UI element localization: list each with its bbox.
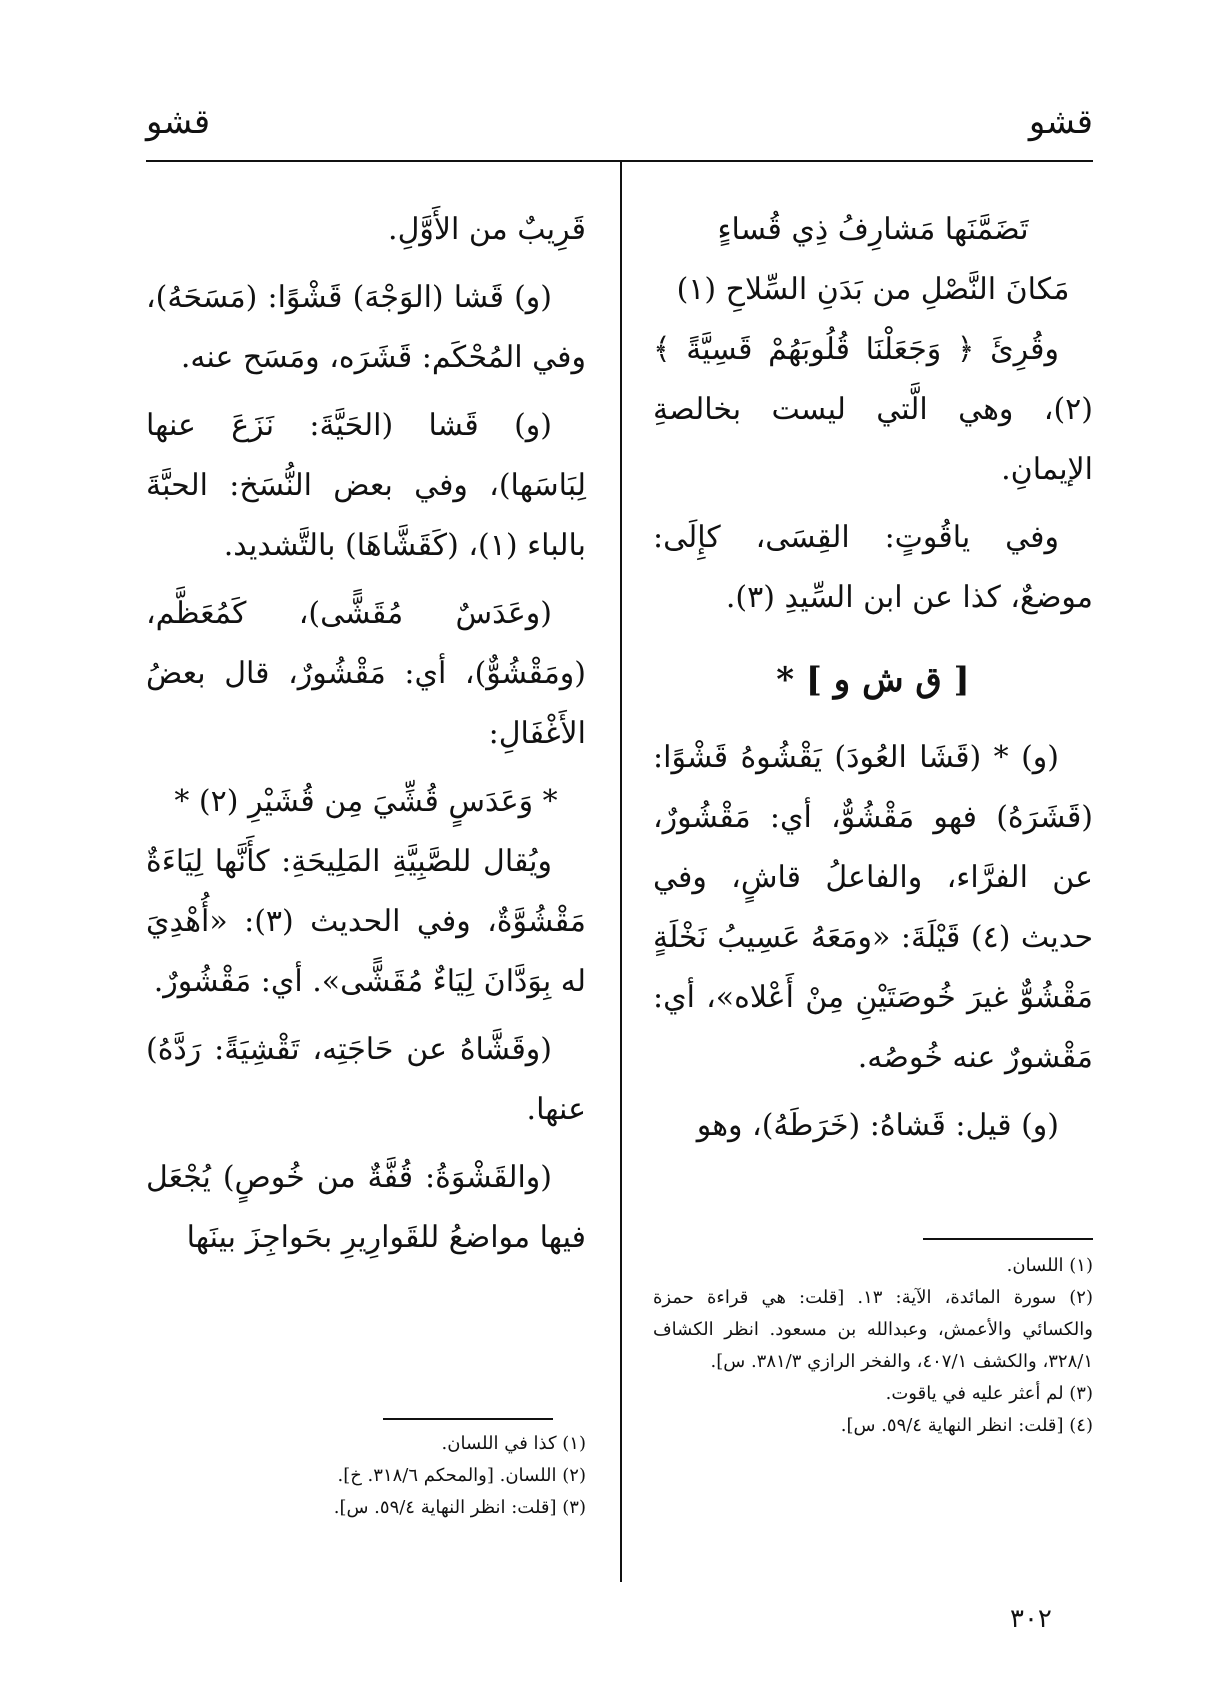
footnote: (٢) اللسان. [والمحكم ٣١٨/٦. خ].	[337, 1465, 586, 1486]
footnote-rule	[923, 1238, 1093, 1240]
paragraph: (و) قَشا (الحَيَّةَ: نَزَعَ عنها لِبَاسَها)، وفي بعض النُّسَخ: الحبَّةَ بالباء (١)، (كَقَشَّاهَا) بالتَّشديد.	[146, 408, 586, 563]
paragraph: (وعَدَسٌ مُقَشًّى)، كَمُعَظَّم، (ومَقْشُوٌّ)، أي: مَقْشُورٌ، قال بعضُ الأَغْفَالِ:	[146, 596, 586, 751]
paragraph: (و) * (قَشَا العُودَ) يَقْشُوهُ قَشْوًا: (قَشَرَهُ) فهو مَقْشُوٌّ، أي: مَقْشُورٌ، عن الفرَّاء، والفاعلُ قاشٍ، وفي حديث (٤) قَيْلَةَ: «ومَعَهُ عَسِيبُ نَخْلَةٍ مَقْشُوٌّ غيرَ خُوصَتَيْنِ مِنْ أَعْلاه»، أي: مَقْشورٌ عنه خُوصُه.	[653, 740, 1093, 1075]
left-footnotes	[146, 1428, 586, 1524]
footnote: (٣) لم أعثر عليه في ياقوت.	[885, 1383, 1093, 1404]
paragraph: وفي ياقُوتٍ: القِسَى، كإِلَى: موضعٌ، كذا عن ابن السِّيدِ (٣).	[653, 520, 1093, 615]
running-header-right: قشو	[1028, 102, 1093, 142]
paragraph: (والقَشْوَةُ: قُفَّةٌ من خُوصٍ) يُجْعَل فيها مواضعُ للقَوارِيرِ بحَواجِزَ بينَها	[146, 1160, 586, 1255]
right-column	[653, 200, 1093, 1164]
running-header-left: قشو	[146, 102, 211, 142]
footnote: (١) اللسان.	[1006, 1255, 1093, 1276]
column-divider	[620, 162, 622, 1582]
footnote: (٤) [قلت: انظر النهاية ٥٩/٤. س].	[840, 1415, 1093, 1436]
paragraph: قَرِيبٌ من الأَوَّلِ.	[388, 212, 586, 247]
left-column	[146, 200, 586, 1276]
verse-line: * وَعَدَسٍ قُشِّيَ مِن قُشَيْرِ (٢) *	[174, 784, 558, 819]
paragraph: (و) قيل: قَشاهُ: (خَرَطَهُ)، وهو	[696, 1108, 1059, 1143]
footnote: (٢) سورة المائدة، الآية: ١٣. [قلت: هي قراءة حمزة والكسائي والأعمش، وعبدالله بن مسعود. انظر الكشاف ٣٢٨/١، والكشف ٤٠٧/١، والفخر الرازي ٣٨١/٣. س].	[653, 1287, 1093, 1372]
paragraph: وقُرِئَ ﴿ وَجَعَلْنَا قُلُوبَهُمْ قَسِيَّةً ﴾ (٢)، وهي الَّتي ليست بخالصةِ الإيمانِ.	[653, 332, 1093, 487]
right-footnotes	[653, 1250, 1093, 1442]
footnote: (٣) [قلت: انظر النهاية ٥٩/٤. س].	[333, 1497, 586, 1518]
verse-line: تَضَمَّنَها مَشارِفُ ذِي قُساءٍ	[717, 212, 1029, 247]
footnote-rule	[383, 1418, 553, 1420]
paragraph: (و) قَشا (الوَجْهَ) قَشْوًا: (مَسَحَهُ)، وفي المُحْكَم: قَشَرَه، ومَسَح عنه.	[146, 280, 586, 375]
entry-heading: [ ق ش و ] *	[776, 660, 970, 700]
paragraph: (وقَشَّاهُ عن حَاجَتِه، تَقْشِيَةً: رَدَّهُ) عنها.	[146, 1032, 586, 1127]
verse-line: مَكانَ النَّصْلِ من بَدَنِ السِّلاحِ (١)	[676, 272, 1070, 307]
paragraph: ويُقال للصَّبِيَّةِ المَلِيحَةِ: كأَنَّها لِيَاءَةٌ مَقْشُوَّةٌ، وفي الحديث (٣): «أُهْدِيَ له بِوَدَّانَ لِيَاءٌ مُقَشًّى». أي: مَقْشُورٌ.	[146, 844, 586, 999]
page-number: ٣٠٢	[1010, 1604, 1052, 1634]
footnote: (١) كذا في اللسان.	[441, 1433, 586, 1454]
